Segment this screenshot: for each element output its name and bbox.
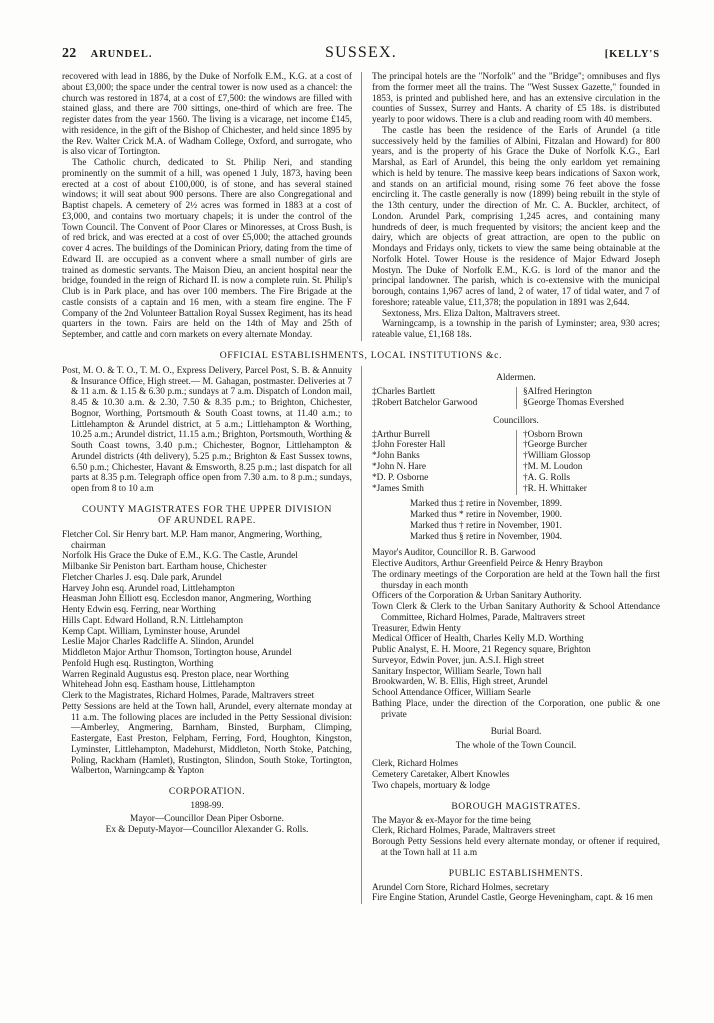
list-item: Medical Officer of Health, Charles Kelly M.D. Worthing xyxy=(372,634,584,645)
burial-board-heading: Burial Board. xyxy=(490,727,542,738)
retirement-note: Marked thus § retire in November, 1904. xyxy=(410,532,562,543)
paragraph: Warningcamp, is a township in the parish of Lyminster; area, 930 acres; rateable value, £1,168 18s. xyxy=(372,319,660,340)
list-item: Norfolk His Grace the Duke of E.M., K.G. The Castle, Arundel xyxy=(62,551,298,562)
list-item: †William Glossop xyxy=(523,451,591,462)
list-item: Harvey John esq. Arundel road, Littlehampton xyxy=(62,583,235,594)
list-item: †M. M. Loudon xyxy=(523,462,583,473)
list-item: §Alfred Herington xyxy=(523,386,592,397)
list-item: Penfold Hugh esq. Rustington, Worthing xyxy=(62,658,214,669)
list-item: ‡Arthur Burrell xyxy=(372,429,431,440)
list-item: *John Banks xyxy=(372,451,420,462)
retirement-note: Marked thus ‡ retire in November, 1899. xyxy=(410,499,562,509)
list-item: *D. P. Osborne xyxy=(372,473,429,484)
councillors-list-right xyxy=(516,430,660,495)
upper-left-column xyxy=(62,72,361,341)
list-item: Two chapels, mortuary & lodge xyxy=(372,780,490,791)
paragraph: Sextoness, Mrs. Eliza Dalton, Maltravers street. xyxy=(382,308,560,319)
upper-columns xyxy=(62,72,660,341)
list-item: Sanitary Inspector, William Searle, Town hall xyxy=(372,666,542,677)
councillors-list xyxy=(372,430,660,495)
list-item: Clerk, Richard Holmes xyxy=(372,759,458,770)
running-head-publisher: [KELLY'S xyxy=(604,49,660,60)
county-magistrates-heading-line2: OF ARUNDEL RAPE. xyxy=(158,514,256,526)
list-item: *James Smith xyxy=(372,484,424,495)
list-item: Hills Capt. Edward Holland, R.N. Littlehampton xyxy=(62,615,244,626)
paragraph: The castle has been the residence of the Earls of Arundel (a title successively held by the families of Albini, Fitzalan and Howard) for 800 years, and is the property of his Grace the Duke of Norfolk K.G., Earl Marshal, as Earl of Arundel, this being the only earldom yet remaining which is held by tenure. The massive keep bears indications of Saxon work, and stands on an artificial mound, rising some 76 feet above the fosse encircling it. The castle generally is now (1899) being rebuilt in the style of the 13th century, under the direction of Mr. C. A. Buckler, architect, of London. Arundel Park, comprising 1,245 acres, and containing many hundreds of deer, is much frequented by visitors; the ancient keep and the dairy, which are objects of great attraction, are open to the public on Mondays and Fridays only, tickets to view the same being obtainable at the Norfolk Hotel. Tower House is the residence of Major Edward Joseph Mostyn. The Duke of Norfolk E.M., K.G. is lord of the manor and the principal landowner. The parish, which is co-extensive with the municipal borough, contains 1,967 acres of land, 2 of water, 17 of tidal water, and 7 of foreshore; rateable value, £11,378; the population in 1891 was 2,644. xyxy=(372,125,660,308)
list-item: ‡Charles Bartlett xyxy=(372,386,436,397)
lower-columns xyxy=(62,366,660,904)
list-item: Mayor's Auditor, Councillor R. B. Garwood xyxy=(372,548,536,559)
lower-right-column xyxy=(361,366,660,904)
public-establishments-heading: PUBLIC ESTABLISHMENTS. xyxy=(448,867,584,879)
paragraph: recovered with lead in 1886, by the Duke of Norfolk E.M., K.G. at a cost of about £3,000; the space under the central tower is now used as a chancel: the church was restored in 1874, at a cost of £7,500: the windows are filled with stained glass, and there are 700 sittings, one-third of which are free. The register dates from the year 1560. The living is a vicarage, net income £145, with residence, in the gift of the Bishop of Chichester, and held since 1895 by the Rev. Walter Crick M.A. of Wadham College, Oxford, and surrogate, who is also vicar of Tortington. xyxy=(62,72,352,158)
paragraph: The principal hotels are the "Norfolk" and the "Bridge"; omnibuses and flys from the former meet all the trains. The "West Sussex Gazette," founded in 1853, is printed and published here, and has an extensive circulation in the counties of Sussex, Surrey and Hants. A charity of £5 18s. is distributed yearly to poor widows. There is a club and reading room with 40 members. xyxy=(372,72,660,125)
councillors-heading: Councillors. xyxy=(493,415,539,426)
councillors-list-left xyxy=(372,430,516,495)
list-item: Leslie Major Charles Radcliffe A. Slindon, Arundel xyxy=(62,637,254,648)
running-head xyxy=(62,44,660,66)
list-item: School Attendance Officer, William Searle xyxy=(372,688,531,699)
list-item: Public Analyst, E. H. Moore, 21 Regency square, Brighton xyxy=(372,645,591,656)
list-item: Fletcher Charles J. esq. Dale park, Arundel xyxy=(62,572,222,583)
page-number: 22 xyxy=(62,46,77,61)
corporation-year: 1898-99. xyxy=(190,801,224,811)
list-item: Elective Auditors, Arthur Greenfield Peirce & Henry Braybon xyxy=(372,559,603,570)
retirement-note: Marked thus * retire in November, 1900. xyxy=(410,510,562,521)
official-establishments-heading: OFFICIAL ESTABLISHMENTS, LOCAL INSTITUTIONS &c. xyxy=(219,349,503,361)
list-item: Heasman John Elliott esq. Ecclesdon manor, Angmering, Worthing xyxy=(62,594,312,605)
aldermen-list-right xyxy=(516,387,660,409)
list-item: Middleton Major Arthur Thomson, Tortington house, Arundel xyxy=(62,648,292,658)
petty-sessions-entry: Petty Sessions are held at the Town hall, Arundel, every alternate monday at 11 a.m. The following places are included in the Petty Sessional division:—Amberley, Angmering, Barnham, Binsted, Burpham, Climping, Eastergate, East Preston, Felpham, Ferring, Ford, Houghton, Kingston, Lyminster, Littlehampton, Madehurst, Middleton, North Stoke, Patching, Poling, Rackham (Hamlet), Rustington, Slindon, South Stoke, Tortington, Walberton, Warningcamp & Yapton xyxy=(62,701,352,777)
list-item: Brookwarden, W. B. Ellis, High street, Arundel xyxy=(372,677,548,688)
list-item: ‡John Forester Hall xyxy=(372,440,446,451)
list-item: †A. G. Rolls xyxy=(523,473,571,484)
list-item: Henty Edwin esq. Ferring, near Worthing xyxy=(62,605,216,615)
list-item: Warren Reginald Augustus esq. Preston place, near Worthing xyxy=(62,669,289,680)
list-item: Officers of the Corporation & Urban Sanitary Authority. xyxy=(372,591,582,602)
county-magistrates-heading xyxy=(62,504,352,526)
list-item: The ordinary meetings of the Corporation are held at the Town hall the first thursday in each month xyxy=(372,569,660,591)
list-item: Milbanke Sir Peniston bart. Eartham house, Chichester xyxy=(62,562,267,572)
magistrates-clerk-entry: Clerk to the Magistrates, Richard Holmes, Parade, Maltravers street xyxy=(62,691,315,701)
list-item: Clerk, Richard Holmes, Parade, Maltravers street xyxy=(372,826,556,837)
list-item: †R. H. Whittaker xyxy=(523,484,587,495)
retirement-note: Marked thus † retire in November, 1901. xyxy=(410,521,562,532)
list-item: Cemetery Caretaker, Albert Knowles xyxy=(372,770,510,781)
aldermen-list-left xyxy=(372,387,516,409)
retirement-notes xyxy=(372,499,660,543)
list-item: Borough Petty Sessions held every alternate monday, or oftener if required, at the Town hall at 11 a.m xyxy=(372,837,660,858)
list-item: Town Clerk & Clerk to the Urban Sanitary Authority & School Attendance Committee, Richard Holmes, Parade, Maltravers street xyxy=(372,602,660,623)
running-head-left xyxy=(62,46,259,62)
list-item: Surveyor, Edwin Pover, jun. A.S.I. High street xyxy=(372,655,545,666)
list-item: Kemp Capt. William, Lyminster house, Arundel xyxy=(62,626,241,637)
corporation-heading: CORPORATION. xyxy=(168,786,246,797)
running-head-place: ARUNDEL. xyxy=(90,49,153,60)
list-item: §George Thomas Evershed xyxy=(523,397,624,408)
list-item: Fletcher Col. Sir Henry bart. M.P. Ham manor, Angmering, Worthing, chairman xyxy=(62,529,323,551)
post-office-entry: Post, M. O. & T. O., T. M. O., Express Delivery, Parcel Post, S. B. & Annuity & Insurance Office, High street.— M. Gahagan, postmaster. Deliveries at 7 & 11 a.m. & 1.15 & 6.30 p.m.; sundays at 7 a.m. Dispatch of London mail, 8.45 & 10.30 a.m. & 2.30, 7.50 & 8.35 p.m.; to Brighton, Chichester, Bognor, Worthing, Portsmouth & South Coast towns, at 11.40 a.m.; to Littlehampton & Arundel district, at 5 a.m.; Littlehampton & Worthing, 10.25 a.m.; Arundel district, 11.15 a.m.; Brighton, Portsmouth, Worthing & South Coast towns, 3.40 p.m.; Chichester, Bognor, Littlehampton & Arundel districts (4th delivery), 5.25 p.m.; Brighton & East Sussex towns, 6.50 p.m.; Chichester, Havant & Emsworth, 8.25 p.m.; last dispatch for all parts at 8.35 p.m. Telegraph office open from 7.30 a.m. to 8 p.m.; sundays, open from 8 to 10 a.m xyxy=(62,365,352,494)
list-item: Bathing Place, under the direction of the Corporation, one public & one private xyxy=(372,698,660,720)
list-item: *John N. Hare xyxy=(372,462,426,473)
county-magistrates-heading-line1: COUNTY MAGISTRATES FOR THE UPPER DIVISION xyxy=(82,503,332,515)
corporation-officers xyxy=(62,814,352,836)
list-item: Treasurer, Edwin Henty xyxy=(372,623,461,634)
list-item: †George Burcher xyxy=(523,440,588,451)
running-head-county: SUSSEX. xyxy=(324,44,397,61)
borough-magistrates-heading: BOROUGH MAGISTRATES. xyxy=(451,800,581,812)
lower-left-column xyxy=(62,366,361,904)
list-item: Arundel Corn Store, Richard Holmes, secretary xyxy=(372,882,549,893)
list-item: †Osborn Brown xyxy=(523,429,583,440)
list-item: Fire Engine Station, Arundel Castle, George Heveningham, capt. & 16 men xyxy=(372,893,653,904)
list-item: ‡Robert Batchelor Garwood xyxy=(372,397,478,408)
mayor-line: Mayor—Councillor Dean Piper Osborne. xyxy=(130,814,284,824)
upper-right-column xyxy=(361,72,660,341)
burial-board-subheading: The whole of the Town Council. xyxy=(455,741,577,752)
list-item: The Mayor & ex-Mayor for the time being xyxy=(372,815,531,826)
list-item: Whitehead John esq. Eastham house, Littlehampton xyxy=(62,680,255,691)
aldermen-list xyxy=(372,387,660,409)
aldermen-heading: Aldermen. xyxy=(496,372,536,383)
deputy-mayor-line: Ex & Deputy-Mayor—Councillor Alexander G. Rolls. xyxy=(105,825,309,836)
paragraph: The Catholic church, dedicated to St. Philip Neri, and standing prominently on the summit of a hill, was opened 1 July, 1873, having been erected at a cost of about £100,000, is of stone, and has several stained windows; it will seat about 900 persons. There are also Congregational and Baptist chapels. A cemetery of 2½ acres was formed in 1883 at a cost of £3,000, and contains two mortuary chapels; it is under the control of the Town Council. The Convent of Poor Clares or Minoresses, at Cross Bush, is of red brick, and was erected at a cost of over £5,000; the attached grounds cover 4 acres. The buildings of the Dominican Priory, dating from the time of Edward II. are occupied as a convent where a small number of girls are trained as domestic servants. The Maison Dieu, an ancient hospital near the bridge, founded in the reign of Richard II. is now a complete ruin. St. Philip's Club is in Park place, and has over 100 members. The Fire Brigade at the castle consists of a captain and 16 men, with a steam fire engine. The F Company of the 2nd Volunteer Battalion Royal Sussex Regiment, has its head quarters in the town. Fairs are held on the 14th of May and 25th of September, and cattle and corn markets on every alternate Monday. xyxy=(62,158,352,340)
